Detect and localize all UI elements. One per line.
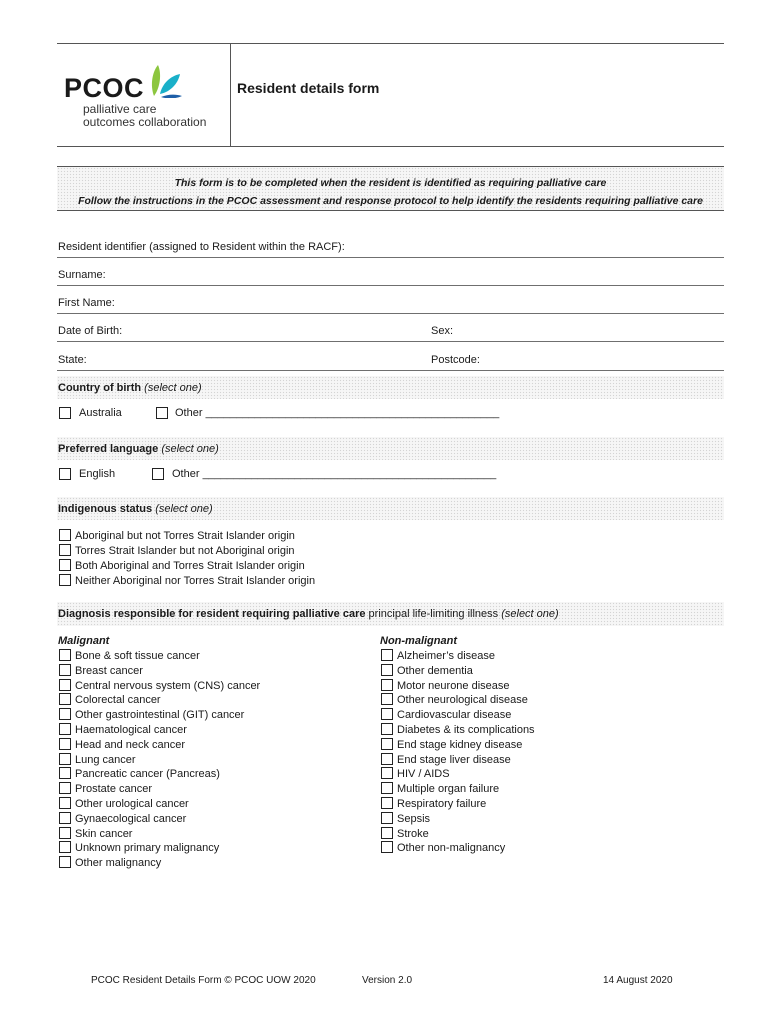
malignant-checkbox[interactable] (59, 723, 71, 735)
instructions-bottom-rule (57, 210, 724, 211)
malignant-option[interactable] (59, 708, 244, 723)
indigenous-option-label: Aboriginal but not Torres Strait Islander origin (75, 530, 295, 542)
malignant-option[interactable] (59, 841, 219, 856)
malignant-option-label: Other urological cancer (75, 798, 189, 810)
nonmalignant-option-label: End stage liver disease (397, 753, 511, 766)
nonmalignant-option-label: Motor neurone disease (397, 679, 510, 692)
malignant-checkbox[interactable] (59, 841, 71, 853)
malignant-checkbox[interactable] (59, 679, 71, 691)
nonmalignant-checkbox[interactable] (381, 738, 393, 750)
nonmalignant-option[interactable] (381, 797, 486, 812)
nonmalignant-checkbox[interactable] (381, 664, 393, 676)
malignant-option-label: Prostate cancer (75, 783, 153, 796)
diagnosis-heading (58, 608, 559, 620)
nonmalignant-option[interactable] (381, 664, 473, 679)
malignant-option[interactable] (59, 767, 220, 782)
nonmalignant-option-label: Multiple organ failure (397, 783, 500, 796)
postcode-label: Postcode: (431, 354, 480, 366)
indigenous-option-label: Both Aboriginal and Torres Strait Islander origin (75, 560, 305, 572)
language-other-checkbox[interactable] (152, 468, 164, 480)
instructions-line2: Follow the instructions in the PCOC assessment and response protocol to help identify the residents requiring palliative care (78, 195, 703, 207)
surname-label: Surname: (58, 269, 106, 281)
nonmalignant-option[interactable] (381, 782, 499, 797)
language-hint: (select one) (161, 443, 219, 455)
nonmalignant-checkbox[interactable] (381, 708, 393, 720)
malignant-checkbox[interactable] (59, 797, 71, 809)
state-postcode-line[interactable] (57, 370, 724, 371)
nonmalignant-option[interactable] (381, 753, 511, 768)
nonmalignant-checkbox[interactable] (381, 827, 393, 839)
instructions-band (57, 167, 724, 210)
malignant-option[interactable] (59, 856, 161, 871)
header-top-rule (57, 43, 724, 44)
logo-wordmark: PCOC (64, 73, 145, 103)
nonmalignant-option[interactable] (381, 827, 429, 842)
indigenous-option[interactable] (59, 529, 295, 544)
language-heading-text: Preferred language (58, 443, 159, 455)
nonmalignant-option-label: Diabetes & its complications (397, 724, 535, 736)
nonmalignant-option[interactable] (381, 693, 528, 708)
indigenous-option-label: Neither Aboriginal nor Torres Strait Islander origin (75, 575, 316, 587)
nonmalignant-option-label: Other dementia (397, 664, 473, 677)
australia-checkbox[interactable] (59, 407, 71, 419)
malignant-option-label: Skin cancer (75, 827, 133, 840)
malignant-option-label: Head and neck cancer (75, 738, 186, 751)
malignant-option-label: Gynaecological cancer (75, 812, 187, 825)
malignant-option[interactable] (59, 797, 189, 812)
header-bottom-rule (57, 146, 724, 147)
malignant-option-label: Breast cancer (75, 664, 143, 677)
indigenous-hint: (select one) (155, 503, 213, 515)
australia-label: Australia (79, 407, 122, 419)
malignant-option[interactable] (59, 812, 186, 827)
nonmalignant-option-label: Other neurological disease (397, 694, 528, 707)
indigenous-checkbox[interactable] (59, 574, 71, 586)
malignant-option-label: Haematological cancer (75, 724, 187, 736)
language-other-label: Other ________________________________________________ (172, 468, 497, 480)
nonmalignant-option[interactable] (381, 767, 450, 782)
nonmalignant-heading: Non-malignant (380, 635, 457, 647)
malignant-heading: Malignant (58, 635, 110, 647)
malignant-option[interactable] (59, 738, 185, 753)
nonmalignant-checkbox[interactable] (381, 679, 393, 691)
malignant-checkbox[interactable] (59, 767, 71, 779)
english-label: English (79, 468, 116, 480)
nonmalignant-option[interactable] (381, 649, 495, 664)
first-name-line[interactable] (57, 313, 724, 314)
malignant-option[interactable] (59, 723, 187, 738)
malignant-option-label: Pancreatic cancer (Pancreas) (75, 768, 220, 781)
logo-subtitle-line2: outcomes collaboration (83, 115, 207, 129)
nonmalignant-option[interactable] (381, 841, 505, 856)
country-heading (58, 382, 202, 394)
diagnosis-hint: (select one) (501, 608, 559, 620)
malignant-checkbox[interactable] (59, 856, 71, 868)
surname-line[interactable] (57, 285, 724, 286)
nonmalignant-option-label: HIV / AIDS (397, 768, 450, 781)
nonmalignant-option-label: End stage kidney disease (397, 738, 523, 751)
nonmalignant-option-label: Stroke (397, 827, 429, 840)
nonmalignant-option[interactable] (381, 738, 522, 753)
first-name-label: First Name: (58, 297, 115, 309)
instructions-line1: This form is to be completed when the resident is identified as requiring palliative care (174, 177, 607, 189)
nonmalignant-checkbox[interactable] (381, 723, 393, 735)
indigenous-checkbox[interactable] (59, 529, 71, 541)
dob-label: Date of Birth: (58, 325, 123, 337)
malignant-option-label: Bone & soft tissue cancer (75, 650, 200, 662)
nonmalignant-checkbox[interactable] (381, 753, 393, 765)
malignant-checkbox[interactable] (59, 738, 71, 750)
indigenous-checkbox[interactable] (59, 544, 71, 556)
malignant-option[interactable] (59, 679, 260, 694)
nonmalignant-option[interactable] (381, 708, 511, 723)
malignant-option-label: Central nervous system (CNS) cancer (75, 679, 261, 692)
nonmalignant-checkbox[interactable] (381, 782, 393, 794)
malignant-checkbox[interactable] (59, 827, 71, 839)
indigenous-option[interactable] (59, 559, 305, 574)
resident-identifier-line[interactable] (57, 257, 724, 258)
malignant-option-label: Lung cancer (75, 753, 136, 766)
malignant-checkbox[interactable] (59, 753, 71, 765)
malignant-option[interactable] (59, 782, 152, 797)
nonmalignant-checkbox[interactable] (381, 797, 393, 809)
leaf-icon (148, 64, 184, 98)
dob-sex-line[interactable] (57, 341, 724, 342)
diagnosis-subheading: principal life-limiting illness (368, 608, 499, 620)
malignant-option[interactable] (59, 649, 200, 664)
footer-copyright: PCOC Resident Details Form © PCOC UOW 2020 (91, 975, 316, 986)
malignant-option[interactable] (59, 693, 161, 708)
country-other-label: Other ________________________________________________ (175, 407, 500, 419)
diagnosis-heading-text: Diagnosis responsible for resident requiring palliative care (58, 608, 366, 620)
indigenous-heading-text: Indigenous status (58, 503, 153, 515)
logo-subtitle-line1: palliative care (83, 102, 157, 116)
malignant-checkbox[interactable] (59, 812, 71, 824)
logo-subtitle (83, 103, 206, 129)
malignant-option[interactable] (59, 664, 143, 679)
nonmalignant-checkbox[interactable] (381, 812, 393, 824)
malignant-checkbox[interactable] (59, 708, 71, 720)
malignant-option[interactable] (59, 753, 136, 768)
pcoc-logo (64, 60, 229, 140)
indigenous-heading (58, 503, 213, 515)
malignant-option-label: Colorectal cancer (75, 694, 161, 707)
nonmalignant-checkbox[interactable] (381, 841, 393, 853)
malignant-option-label: Other gastrointestinal (GIT) cancer (75, 709, 245, 722)
malignant-checkbox[interactable] (59, 693, 71, 705)
malignant-option[interactable] (59, 827, 132, 842)
english-checkbox[interactable] (59, 468, 71, 480)
nonmalignant-option[interactable] (381, 723, 535, 738)
footer-version: Version 2.0 (362, 975, 413, 986)
malignant-checkbox[interactable] (59, 664, 71, 676)
nonmalignant-option-label: Respiratory failure (397, 798, 487, 810)
malignant-option-label: Other malignancy (75, 857, 162, 870)
nonmalignant-option-label: Sepsis (397, 812, 431, 825)
nonmalignant-option-label: Other non-malignancy (397, 842, 506, 855)
malignant-checkbox[interactable] (59, 649, 71, 661)
nonmalignant-option[interactable] (381, 679, 510, 694)
nonmalignant-option[interactable] (381, 812, 430, 827)
indigenous-option[interactable] (59, 574, 315, 589)
country-hint: (select one) (144, 382, 202, 394)
nonmalignant-option-label: Cardiovascular disease (397, 709, 512, 722)
nonmalignant-checkbox[interactable] (381, 767, 393, 779)
nonmalignant-option-label: Alzheimer’s disease (397, 650, 496, 662)
language-heading (58, 443, 219, 455)
country-heading-text: Country of birth (58, 382, 142, 394)
malignant-option-label: Unknown primary malignancy (75, 842, 220, 855)
indigenous-option-label: Torres Strait Islander but not Aboriginal origin (75, 545, 295, 557)
sex-label: Sex: (431, 325, 454, 337)
header-divider (230, 43, 231, 146)
indigenous-option[interactable] (59, 544, 295, 559)
nonmalignant-checkbox[interactable] (381, 693, 393, 705)
nonmalignant-checkbox[interactable] (381, 649, 393, 661)
malignant-checkbox[interactable] (59, 782, 71, 794)
state-label: State: (58, 354, 87, 366)
country-other-checkbox[interactable] (156, 407, 168, 419)
indigenous-checkbox[interactable] (59, 559, 71, 571)
footer-date: 14 August 2020 (603, 975, 673, 986)
resident-identifier-label: Resident identifier (assigned to Resident within the RACF): (58, 241, 345, 253)
form-title: Resident details form (237, 80, 380, 96)
